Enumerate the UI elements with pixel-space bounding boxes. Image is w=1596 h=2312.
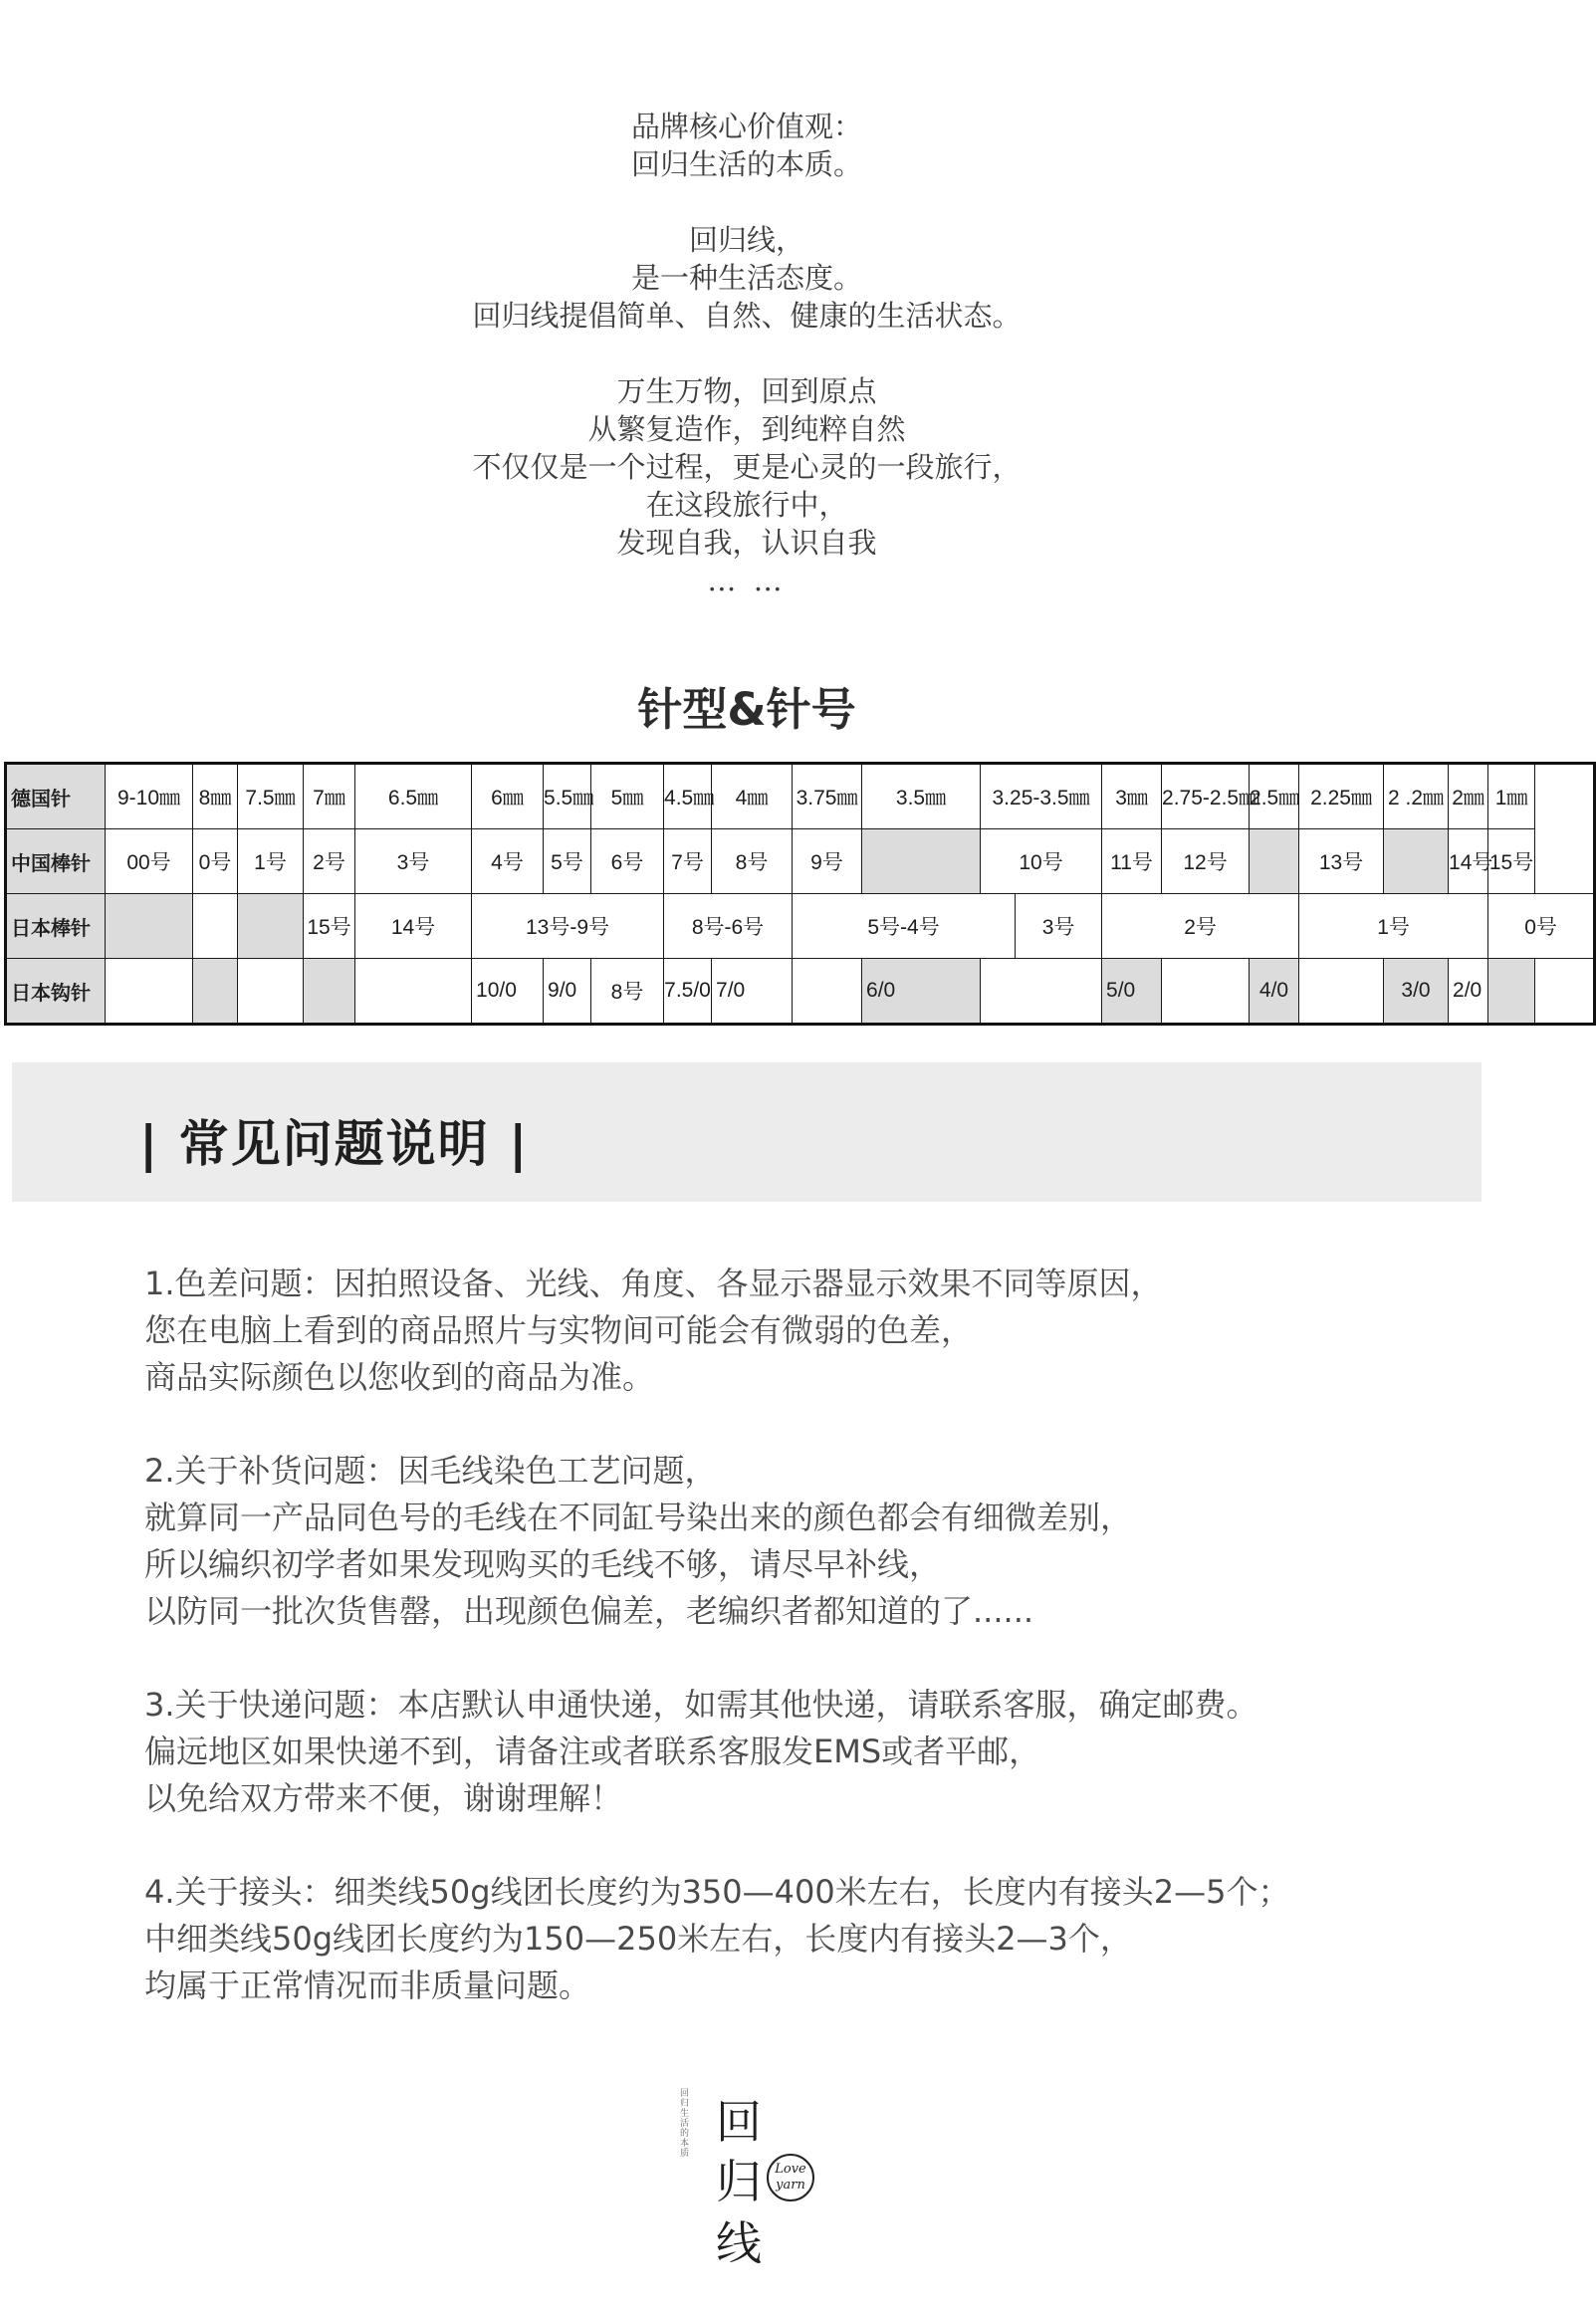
faq-line: 偏远地区如果快递不到，请备注或者联系客服发EMS或者平邮， — [144, 1733, 1041, 1770]
table-cell: 5/0 — [1102, 959, 1162, 1025]
table-cell: 5.5㎜ — [544, 764, 591, 829]
table-cell: 7/0 — [712, 959, 793, 1025]
intro-line: 发现自我，认识自我 — [616, 526, 877, 560]
table-cell: 12号 — [1162, 829, 1250, 894]
faq-line: 以免给双方带来不便，谢谢理解！ — [144, 1779, 623, 1817]
row-label-china-knit: 中国棒针 — [6, 829, 106, 894]
table-cell-empty — [981, 959, 1102, 1025]
table-cell: 8号 — [591, 959, 664, 1025]
table-cell: 9/0 — [544, 959, 591, 1025]
table-cell: 4㎜ — [712, 764, 793, 829]
logo-tagline: 回归生活的本质 — [678, 2088, 688, 2158]
logo-char: 线 — [716, 2216, 762, 2270]
logo-char: 回 — [716, 2095, 762, 2149]
intro-line: 在这段旅行中， — [645, 488, 848, 522]
table-cell-empty — [1299, 959, 1384, 1025]
table-cell: 13号-9号 — [472, 894, 664, 959]
table-cell: 8㎜ — [193, 764, 238, 829]
row-japan-crochet — [6, 959, 1595, 1025]
table-cell: 11号 — [1102, 829, 1162, 894]
table-cell-empty — [106, 959, 193, 1025]
faq-line: 所以编织初学者如果发现购买的毛线不够，请尽早补线， — [144, 1545, 942, 1583]
faq-line: 商品实际颜色以您收到的商品为准。 — [144, 1358, 655, 1396]
faq-line: 以防同一批次货售罄，出现颜色偏差，老编织者都知道的了...... — [144, 1592, 1034, 1630]
faq-line: 中细类线50g线团长度约为150—250米左右，长度内有接头2—3个， — [144, 1920, 1132, 1958]
table-cell: 3/0 — [1384, 959, 1449, 1025]
table-cell-empty — [304, 959, 355, 1025]
table-cell: 3号 — [355, 829, 472, 894]
table-cell: 2.75-2.5㎜ — [1162, 764, 1250, 829]
table-cell-empty — [238, 894, 304, 959]
table-cell-empty — [355, 959, 472, 1025]
faq-list — [144, 1261, 1369, 2056]
logo-seal-icon — [767, 2154, 814, 2201]
intro-line: 回归线提倡简单、自然、健康的生活状态。 — [472, 299, 1022, 333]
table-cell: 5号-4号 — [793, 894, 1016, 959]
intro-stanza-2 — [0, 221, 1493, 335]
row-label-japan-crochet: 日本钩针 — [6, 959, 106, 1025]
table-cell: 4.5㎜ — [664, 764, 712, 829]
table-cell-empty — [193, 959, 238, 1025]
intro-stanza-3 — [0, 372, 1493, 599]
brand-intro — [0, 108, 1493, 637]
table-cell: 10号 — [981, 829, 1102, 894]
faq-item-joints — [144, 1869, 1369, 2009]
table-cell: 3.75㎜ — [793, 764, 862, 829]
table-cell: 4/0 — [1250, 959, 1299, 1025]
intro-line: 品牌核心价值观： — [630, 110, 862, 143]
seal-text: Love — [775, 2162, 806, 2177]
table-cell-empty — [793, 959, 862, 1025]
table-cell: 9-10㎜ — [106, 764, 193, 829]
table-cell: 6.5㎜ — [355, 764, 472, 829]
faq-title: | 常见问题说明 | — [139, 1115, 530, 1173]
table-cell: 2 .2㎜ — [1384, 764, 1449, 829]
table-cell: 3.5㎜ — [862, 764, 981, 829]
table-cell: 2/0 — [1449, 959, 1488, 1025]
table-cell: 3号 — [1016, 894, 1102, 959]
intro-line: 不仅仅是一个过程，更是心灵的一段旅行， — [472, 450, 1022, 484]
table-cell-empty — [193, 894, 238, 959]
needle-size-title: 针型&针号 — [637, 683, 856, 736]
table-cell: 8号-6号 — [664, 894, 793, 959]
faq-line: 3.关于快递问题：本店默认申通快递，如需其他快递，请联系客服，确定邮费。 — [144, 1686, 1258, 1724]
faq-line: 均属于正常情况而非质量问题。 — [144, 1966, 591, 2004]
table-cell: 2号 — [304, 829, 355, 894]
table-cell-empty — [238, 959, 304, 1025]
brand-logo — [667, 2086, 826, 2275]
table-cell: 15号 — [304, 894, 355, 959]
table-cell: 5㎜ — [591, 764, 664, 829]
intro-line: 从繁复造作，到纯粹自然 — [587, 412, 906, 446]
table-cell: 2.25㎜ — [1299, 764, 1384, 829]
intro-line: 回归线， — [688, 223, 804, 257]
table-cell: 2号 — [1102, 894, 1299, 959]
table-cell: 14号 — [355, 894, 472, 959]
table-cell: 00号 — [106, 829, 193, 894]
table-cell: 0号 — [193, 829, 238, 894]
table-cell: 3㎜ — [1102, 764, 1162, 829]
table-cell-empty — [1488, 959, 1535, 1025]
row-label-german: 德国针 — [6, 764, 106, 829]
table-cell: 10/0 — [472, 959, 544, 1025]
table-cell-empty — [862, 829, 981, 894]
intro-line: 是一种生活态度。 — [630, 261, 862, 295]
table-cell-empty — [1162, 959, 1250, 1025]
logo-char: 归 — [716, 2155, 762, 2208]
table-cell: 14号 — [1449, 829, 1488, 894]
faq-line: 就算同一产品同色号的毛线在不同缸号染出来的颜色都会有细微差别， — [144, 1499, 1133, 1536]
faq-line: 2.关于补货问题：因毛线染色工艺问题， — [144, 1452, 717, 1490]
table-cell: 6/0 — [862, 959, 981, 1025]
row-label-japan-knit: 日本棒针 — [6, 894, 106, 959]
table-cell: 2㎜ — [1449, 764, 1488, 829]
row-japan-knit — [6, 894, 1595, 959]
row-german — [6, 764, 1595, 829]
table-cell: 6㎜ — [472, 764, 544, 829]
table-cell: 7.5㎜ — [238, 764, 304, 829]
faq-line: 您在电脑上看到的商品照片与实物间可能会有微弱的色差， — [144, 1311, 974, 1349]
table-cell: 7.5/0 — [664, 959, 712, 1025]
table-cell: 7号 — [664, 829, 712, 894]
table-cell-empty — [1384, 829, 1449, 894]
faq-item-color — [144, 1261, 1369, 1401]
table-cell: 6号 — [591, 829, 664, 894]
table-cell: 1号 — [238, 829, 304, 894]
table-cell: 15号 — [1488, 829, 1535, 894]
faq-item-shipping — [144, 1682, 1369, 1822]
faq-line: 1.色差问题：因拍照设备、光线、角度、各显示器显示效果不同等原因， — [144, 1265, 1163, 1302]
intro-line: 回归生活的本质。 — [630, 147, 862, 181]
table-cell: 1号 — [1299, 894, 1488, 959]
faq-banner — [12, 1062, 1482, 1202]
row-china-knit — [6, 829, 1595, 894]
table-cell: 0号 — [1488, 894, 1595, 959]
table-cell: 3.25-3.5㎜ — [981, 764, 1102, 829]
table-cell: 2.5㎜ — [1250, 764, 1299, 829]
table-cell: 4号 — [472, 829, 544, 894]
table-cell: 1㎜ — [1488, 764, 1535, 829]
faq-item-restock — [144, 1448, 1369, 1635]
table-cell: 5号 — [544, 829, 591, 894]
table-cell: 9号 — [793, 829, 862, 894]
table-cell-empty — [106, 894, 193, 959]
intro-line: 万生万物，回到原点 — [616, 374, 877, 408]
table-cell: 7㎜ — [304, 764, 355, 829]
faq-line: 4.关于接头：细类线50g线团长度约为350—400米左右，长度内有接头2—5个； — [144, 1873, 1290, 1911]
needle-size-table — [4, 762, 1596, 1026]
table-cell: 13号 — [1299, 829, 1384, 894]
intro-ellipsis: … … — [707, 564, 787, 597]
seal-text: yarn — [776, 2178, 805, 2193]
table-cell: 8号 — [712, 829, 793, 894]
intro-stanza-1 — [0, 108, 1493, 183]
table-cell-empty — [1250, 829, 1299, 894]
